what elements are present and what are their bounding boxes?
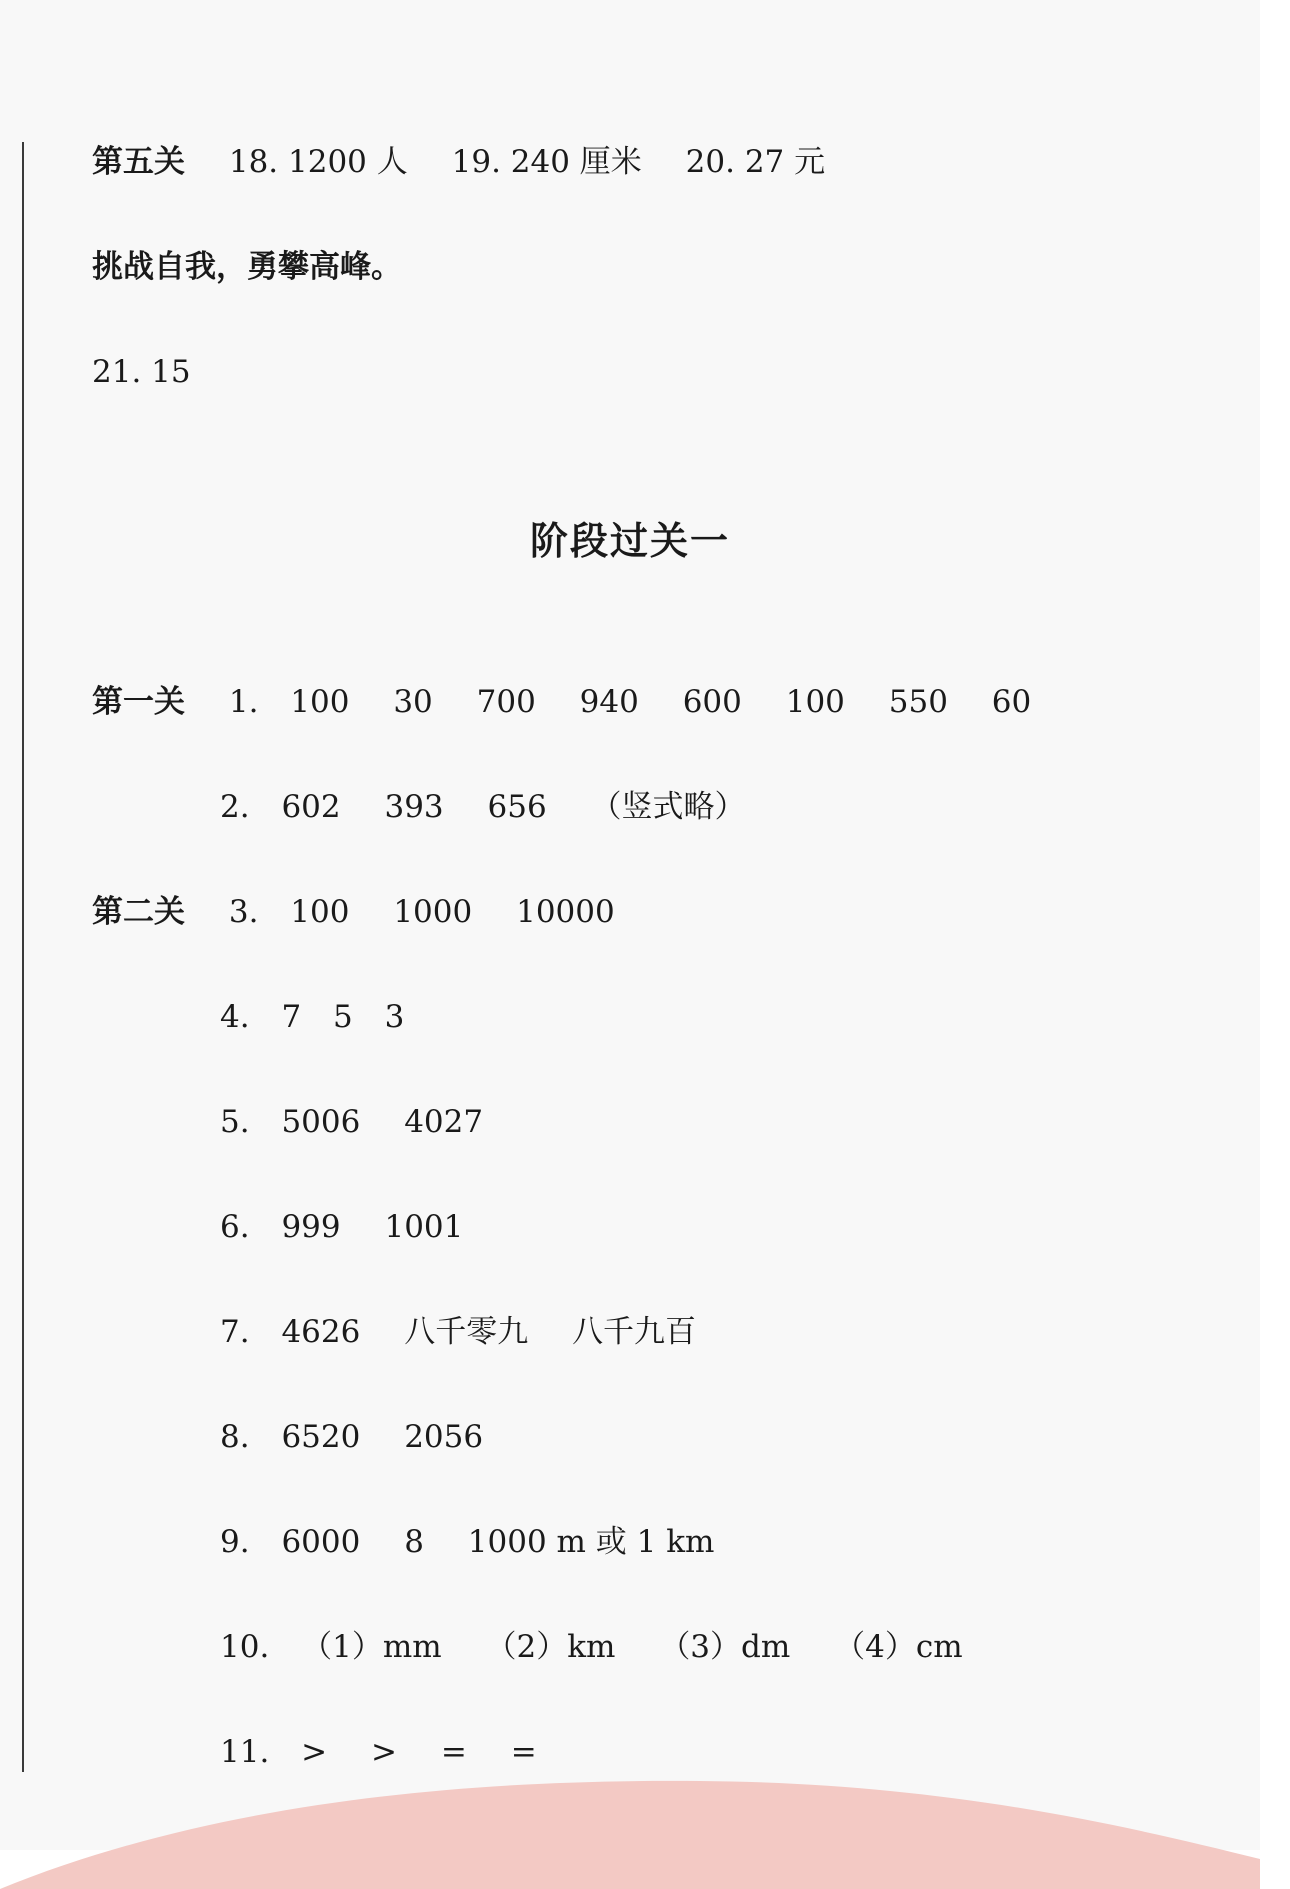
q3-value: 1000 xyxy=(393,894,473,930)
q10-line xyxy=(220,1627,963,1667)
q4-value: 5 xyxy=(333,999,353,1035)
q4-line xyxy=(220,997,404,1037)
q10-value: （2）km xyxy=(485,1629,616,1665)
q10-number: 10. xyxy=(220,1629,270,1665)
q5-line xyxy=(220,1102,483,1142)
q8-line xyxy=(220,1417,483,1457)
q3-number: 3. xyxy=(228,894,259,930)
q11-number: 11. xyxy=(220,1734,270,1770)
q2-note: （竖式略） xyxy=(590,789,746,825)
q6-value: 1001 xyxy=(384,1209,464,1245)
stage2-label: 第二关 xyxy=(92,894,185,930)
q1-value: 600 xyxy=(682,684,742,720)
section-title: 阶段过关一 xyxy=(529,519,730,563)
stage1-q1-line xyxy=(92,682,1031,722)
q6-number: 6. xyxy=(220,1209,250,1245)
q9-value: 1000 m 或 1 km xyxy=(467,1524,715,1560)
q2-number: 2. xyxy=(220,789,250,825)
q2-value: 393 xyxy=(384,789,444,825)
q6-value: 999 xyxy=(281,1209,341,1245)
q1-value: 100 xyxy=(785,684,845,720)
q11-value: = xyxy=(510,1734,537,1770)
q7-line xyxy=(220,1312,696,1352)
q2-value: 602 xyxy=(281,789,341,825)
q9-value: 6000 xyxy=(281,1524,361,1560)
q4-value: 3 xyxy=(384,999,405,1035)
q10-value: （3）dm xyxy=(659,1629,791,1665)
q1-value: 30 xyxy=(393,684,433,720)
stage2-q3-line xyxy=(92,892,615,932)
q1-value: 550 xyxy=(888,684,948,720)
answer-20: 20. 27 元 xyxy=(685,144,826,180)
q5-number: 5. xyxy=(220,1104,250,1140)
q5-value: 4027 xyxy=(404,1104,484,1140)
q1-value: 60 xyxy=(991,684,1032,720)
q1-value: 700 xyxy=(476,684,536,720)
answer-18: 18. 1200 人 xyxy=(228,144,408,180)
q8-number: 8. xyxy=(220,1419,250,1455)
stage5-label: 第五关 xyxy=(92,144,185,180)
q7-number: 7. xyxy=(220,1314,250,1350)
q4-value: 7 xyxy=(281,999,302,1035)
q1-number: 1. xyxy=(228,684,259,720)
footer-wave-decoration xyxy=(0,1759,1290,1889)
stage1-label: 第一关 xyxy=(92,684,185,720)
q9-line xyxy=(220,1522,714,1562)
q8-value: 6520 xyxy=(281,1419,361,1455)
q8-value: 2056 xyxy=(404,1419,484,1455)
q7-value: 4626 xyxy=(281,1314,361,1350)
q11-value: = xyxy=(440,1734,467,1770)
stage1-q2-line xyxy=(220,787,746,827)
q9-value: 8 xyxy=(404,1524,424,1560)
q11-value: > xyxy=(301,1734,328,1770)
answer-19: 19. 240 厘米 xyxy=(451,144,642,180)
q7-value: 八千九百 xyxy=(572,1314,697,1350)
q5-value: 5006 xyxy=(281,1104,361,1140)
challenge-heading: 挑战自我，勇攀高峰。 xyxy=(92,249,402,285)
q3-value: 100 xyxy=(290,894,350,930)
q11-value: > xyxy=(371,1734,397,1770)
answer-21: 21. 15 xyxy=(92,354,191,390)
q7-value: 八千零九 xyxy=(404,1314,529,1350)
q1-value: 100 xyxy=(290,684,350,720)
stage5-line xyxy=(92,142,825,182)
q10-value: （4）cm xyxy=(834,1629,963,1665)
q4-number: 4. xyxy=(220,999,250,1035)
q2-value: 656 xyxy=(487,789,547,825)
q9-number: 9. xyxy=(220,1524,250,1560)
q3-value: 10000 xyxy=(516,894,615,930)
q6-line xyxy=(220,1207,463,1247)
q10-value: （1）mm xyxy=(301,1629,442,1665)
q1-value: 940 xyxy=(579,684,639,720)
binding-margin-line xyxy=(22,142,24,1772)
